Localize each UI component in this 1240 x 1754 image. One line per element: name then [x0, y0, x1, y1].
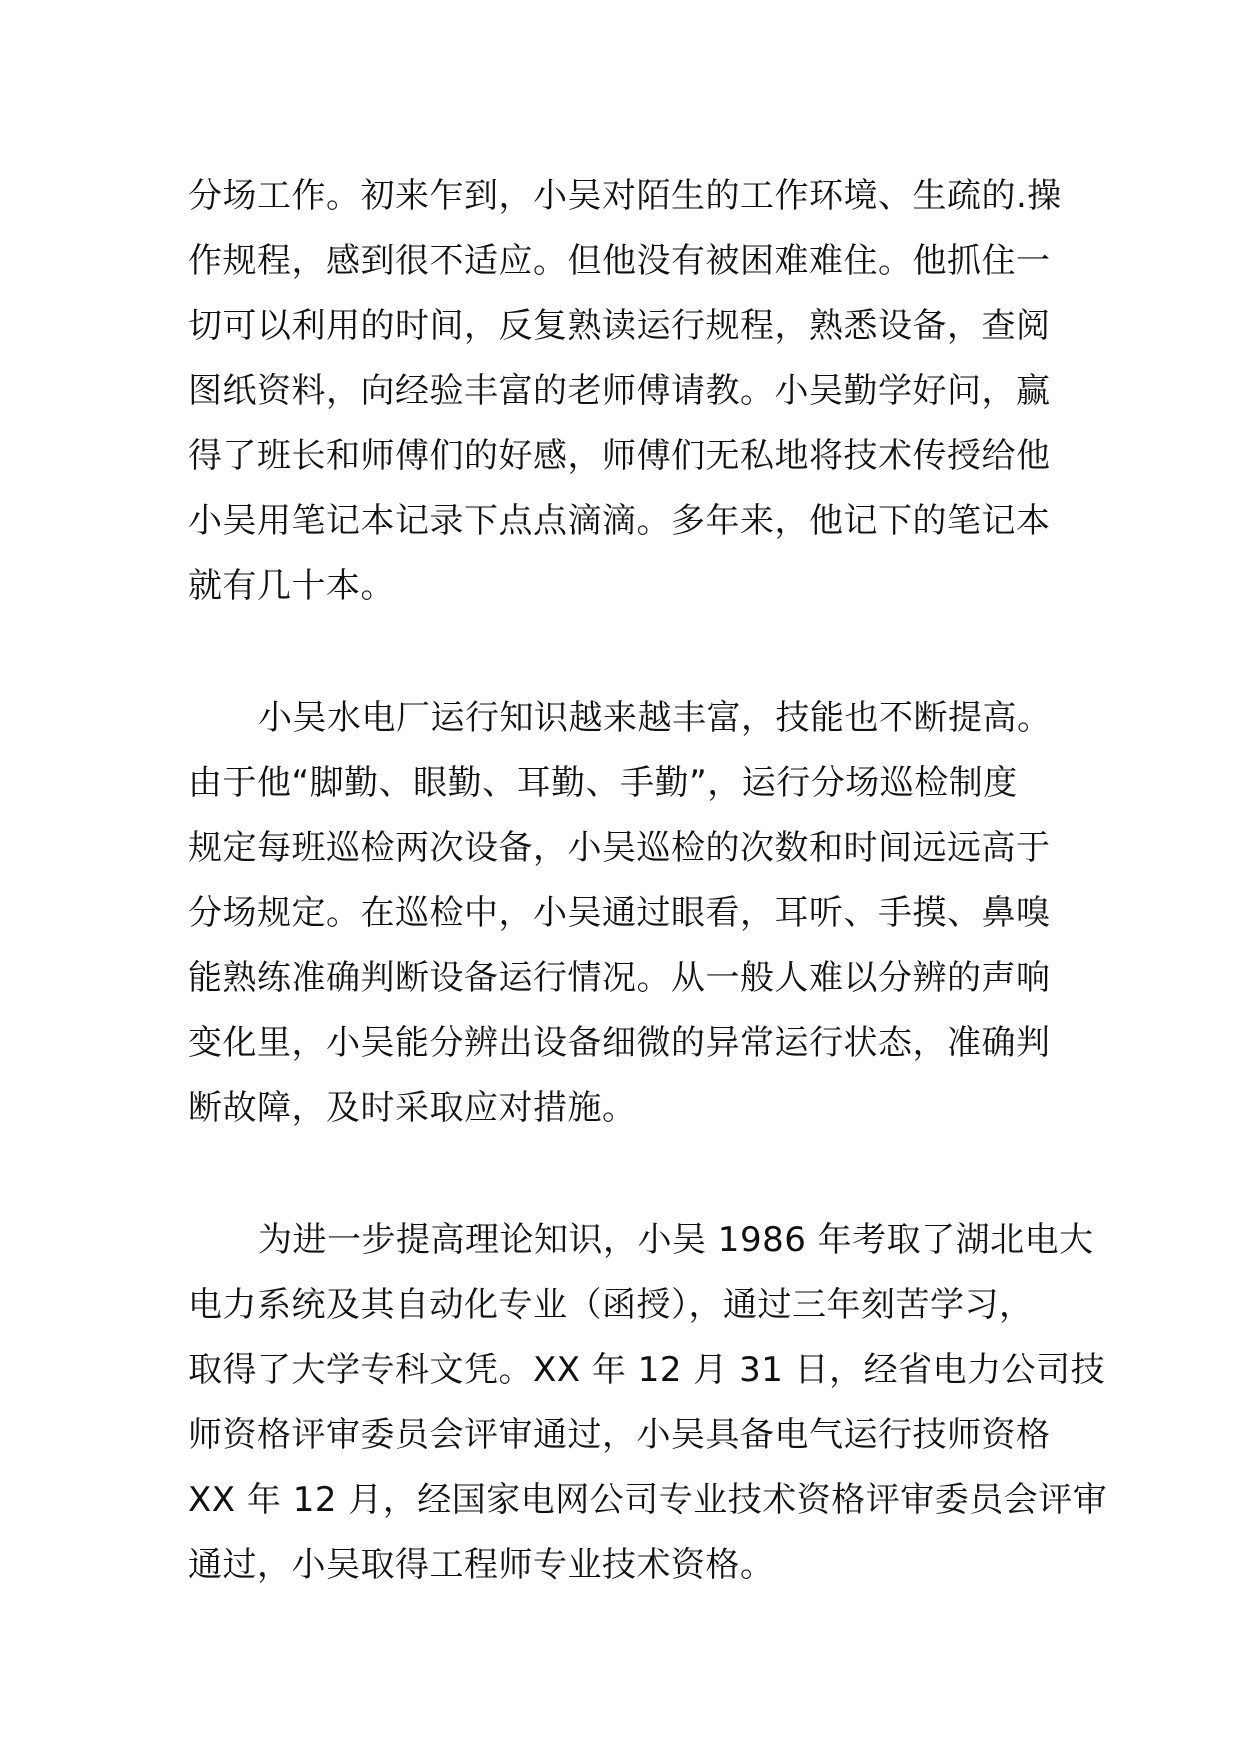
paragraph-line: 切可以利用的时间，反复熟读运行规程，熟悉设备，查阅 [188, 306, 1051, 346]
paragraph-first-line: 为进一步提高理论知识，小吴 1986 年考取了湖北电大 [258, 1220, 1094, 1260]
paragraph-line: 由于他“脚勤、眼勤、耳勤、手勤”，运行分场巡检制度 [188, 763, 1018, 803]
paragraph-line: 变化里，小吴能分辨出设备细微的异常运行状态，准确判 [188, 1023, 1051, 1063]
paragraph-line: 分场规定。在巡检中，小吴通过眼看，耳听、手摸、鼻嗅 [188, 893, 1051, 933]
paragraph-line: 分场工作。初来乍到，小吴对陌生的工作环境、生疏的.操 [188, 176, 1062, 216]
paragraph-line: 师资格评审委员会评审通过，小吴具备电气运行技师资格 [188, 1415, 1051, 1455]
paragraph-first-line: 小吴水电厂运行知识越来越丰富，技能也不断提高。 [258, 698, 1052, 738]
paragraph-line: 得了班长和师傅们的好感，师傅们无私地将技术传授给他 [188, 436, 1051, 476]
paragraph-line: 就有几十本。 [188, 566, 395, 606]
paragraph-3 [188, 1208, 1108, 1598]
paragraph-1 [188, 164, 1068, 619]
paragraph-line: 图纸资料，向经验丰富的老师傅请教。小吴勤学好问，赢 [188, 371, 1051, 411]
paragraph-line: 电力系统及其自动化专业（函授），通过三年刻苦学习， [188, 1285, 1034, 1325]
paragraph-line: 取得了大学专科文凭。XX 年 12 月 31 日，经省电力公司技 [188, 1350, 1106, 1390]
paragraph-2 [188, 686, 1068, 1141]
paragraph-line: 断故障，及时采取应对措施。 [188, 1088, 637, 1128]
paragraph-line: XX 年 12 月，经国家电网公司专业技术资格评审委员会评审 [188, 1480, 1108, 1520]
paragraph-line: 作规程，感到很不适应。但他没有被困难难住。他抓住一 [188, 241, 1051, 281]
paragraph-line: 小吴用笔记本记录下点点滴滴。多年来，他记下的笔记本 [188, 501, 1051, 541]
paragraph-line: 规定每班巡检两次设备，小吴巡检的次数和时间远远高于 [188, 828, 1051, 868]
paragraph-line: 通过，小吴取得工程师专业技术资格。 [188, 1545, 775, 1585]
paragraph-line: 能熟练准确判断设备运行情况。从一般人难以分辨的声响 [188, 958, 1051, 998]
